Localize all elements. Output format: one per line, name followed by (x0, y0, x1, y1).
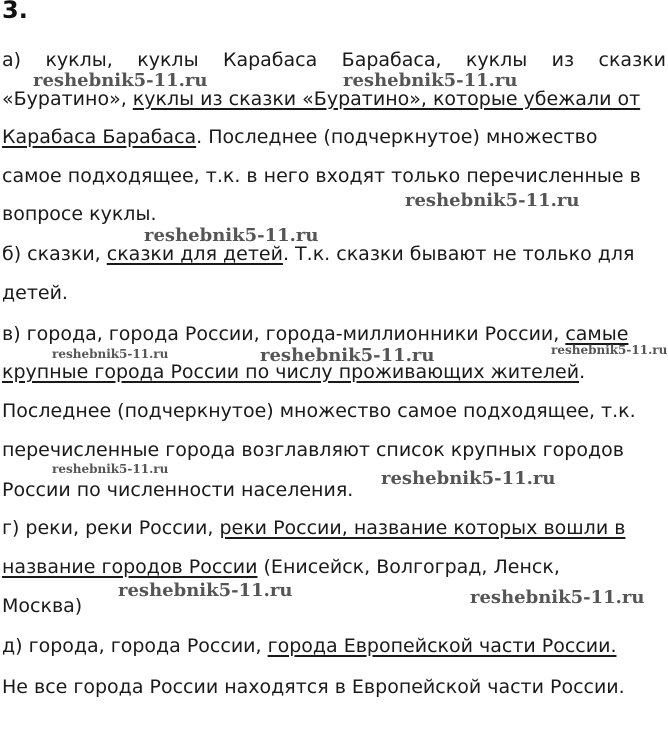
text-line-12: России по численности населения. (2, 479, 354, 501)
watermark: reshebnik5-11.ru (52, 462, 169, 476)
word: Карабаса (222, 49, 318, 71)
word: Барабаса, (341, 49, 442, 71)
text-line-14 (2, 555, 666, 579)
underlined-text: реки России, название которых вошли в (219, 517, 626, 539)
word: куклы (137, 49, 199, 71)
watermark: reshebnik5-11.ru (118, 580, 293, 601)
underlined-text: крупные города России по числу проживающих жителей (2, 361, 580, 383)
plain-text: г) реки, реки России, (2, 517, 220, 539)
plain-text: д) города, города России, (2, 635, 268, 657)
underlined-text: Карабаса Барабаса (2, 126, 197, 148)
word: куклы (465, 49, 528, 71)
plain-text: . Последнее (подчеркнутое) множество (196, 126, 598, 148)
text-line-11: перечисленные города возглавляют список крупных городов (2, 439, 624, 461)
underlined-text: куклы из сказки «Буратино», которые убежали от (132, 88, 641, 110)
word: а) (2, 49, 22, 71)
underlined-text: сказки для детей (106, 243, 283, 265)
plain-text: . (579, 361, 586, 383)
text-line-3 (2, 125, 666, 149)
word: из (551, 49, 575, 71)
watermark: reshebnik5-11.ru (33, 70, 208, 91)
text-line-16 (2, 634, 666, 658)
text-line-15: Москва) (2, 595, 83, 617)
text-line-5: вопросе куклы. (2, 203, 157, 225)
text-line-13 (2, 516, 666, 540)
word: сказки (598, 49, 666, 71)
watermark: reshebnik5-11.ru (144, 225, 319, 246)
exercise-number: 3. (2, 0, 28, 24)
text-line-17: Не все города России находятся в Европейской части России. (2, 676, 625, 698)
underlined-text: города Европейской части России. (267, 635, 617, 657)
text-line-1 (2, 48, 666, 72)
watermark: reshebnik5-11.ru (405, 190, 580, 211)
watermark: reshebnik5-11.ru (551, 343, 668, 357)
plain-text: в) города, города России, города-миллионники России, (2, 323, 566, 345)
underlined-text: самые (565, 323, 629, 345)
watermark: reshebnik5-11.ru (381, 468, 556, 489)
watermark: reshebnik5-11.ru (52, 347, 169, 361)
plain-text: (Енисейск, Волгоград, Ленск, (257, 556, 560, 578)
watermark: reshebnik5-11.ru (470, 587, 645, 608)
watermark: reshebnik5-11.ru (260, 345, 435, 366)
text-line-6 (2, 242, 666, 266)
plain-text: . Т.к. сказки бывают не только для (282, 243, 635, 265)
underlined-text: название городов России (2, 556, 258, 578)
text-line-4: самое подходящее, т.к. в него входят только перечисленные в (2, 165, 641, 187)
plain-text: б) сказки, (2, 243, 107, 265)
watermark: reshebnik5-11.ru (343, 70, 518, 91)
text-line-10: Последнее (подчеркнутое) множество самое подходящее, т.к. (2, 400, 636, 422)
plain-text: «Буратино», (2, 88, 133, 110)
word: куклы, (45, 49, 113, 71)
text-line-7: детей. (2, 282, 68, 304)
